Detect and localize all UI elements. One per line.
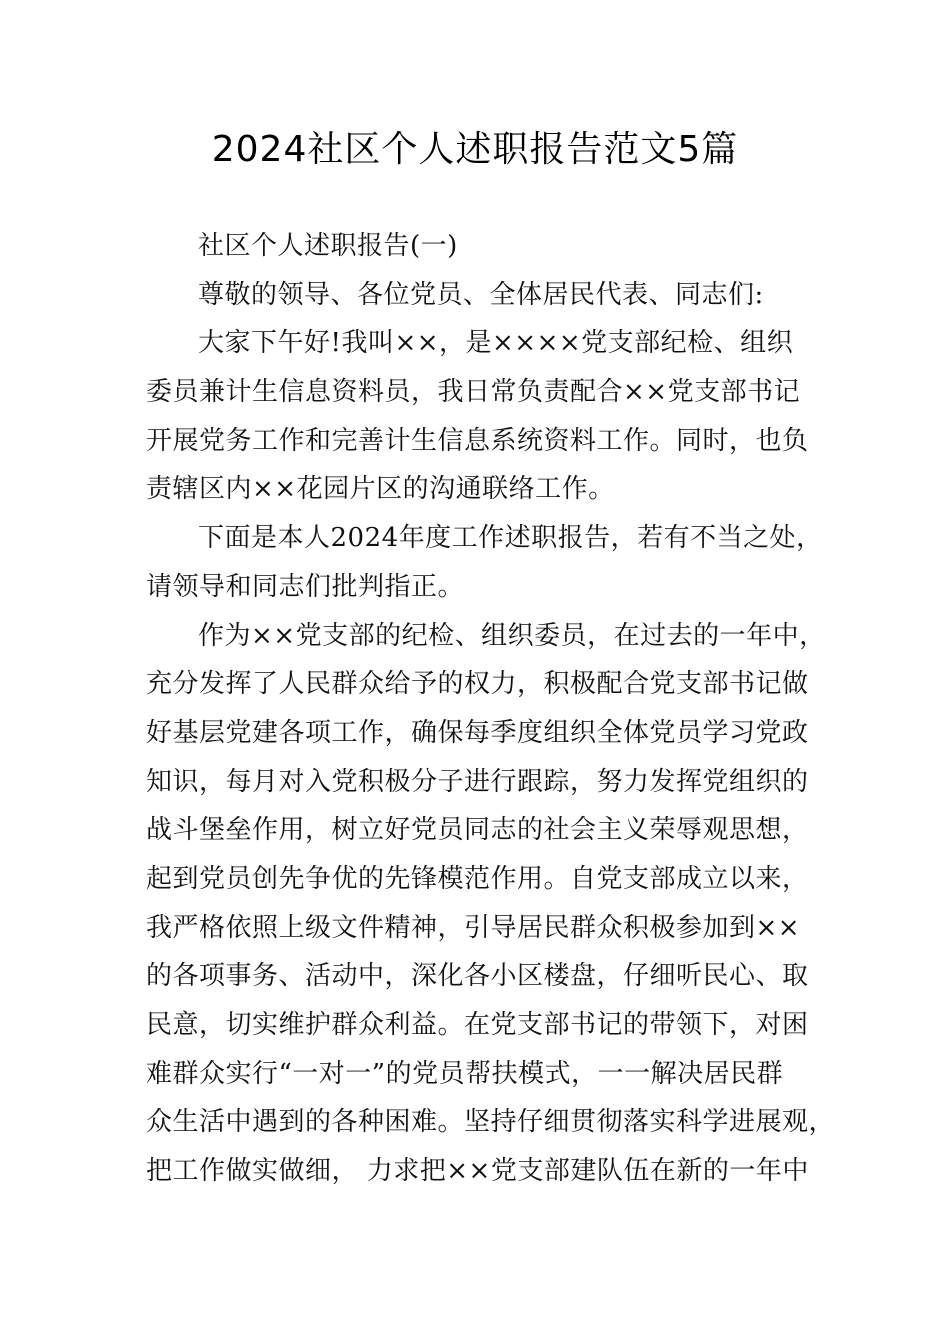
body-line: 起到党员创先争优的先锋模范作用。自党支部成立以来， xyxy=(146,863,809,894)
body-line: 充分发挥了人民群众给予的权力，积极配合党支部书记做 xyxy=(146,669,809,700)
body-line: 大家下午好!我叫××，是××××党支部纪检、组织 xyxy=(198,328,794,359)
body-line: 下面是本人2024年度工作述职报告，若有不当之处， xyxy=(198,523,823,554)
body-line: 责辖区内××花园片区的沟通联络工作。 xyxy=(146,474,615,505)
body-line: 开展党务工作和完善计生信息系统资料工作。同时，也负 xyxy=(146,425,809,456)
body-line: 好基层党建各项工作，确保每季度组织全体党员学习党政 xyxy=(146,717,809,748)
body-line: 的各项事务、活动中，深化各小区楼盘，仔细听民心、取 xyxy=(146,961,809,992)
body-line: 把工作做实做细， 力求把××党支部建队伍在新的一年中 xyxy=(146,1156,809,1187)
body-line: 难群众实行“一对一”的党员帮扶模式，一一解决居民群 xyxy=(146,1058,784,1089)
body-line: 知识，每月对入党积极分子进行跟踪，努力发挥党组织的 xyxy=(146,766,809,797)
body-line: 委员兼计生信息资料员，我日常负责配合××党支部书记 xyxy=(146,377,801,408)
document-title: 2024社区个人述职报告范文5篇 xyxy=(211,129,739,170)
body-line: 请领导和同志们批判指正。 xyxy=(146,571,465,602)
body-line: 民意，切实维护群众利益。在党支部书记的带领下，对困 xyxy=(146,1010,809,1040)
body-line: 我严格依照上级文件精神，引导居民群众积极参加到×× xyxy=(146,912,801,943)
body-line: 尊敬的领导、各位党员、全体居民代表、同志们: xyxy=(198,279,764,310)
body-line: 众生活中遇到的各种困难。坚持仔细贯彻落实科学进展观， xyxy=(146,1107,836,1138)
document-body xyxy=(146,222,836,1196)
body-line: 战斗堡垒作用，树立好党员同志的社会主义荣辱观思想， xyxy=(146,815,809,846)
body-line: 作为××党支部的纪检、组织委员，在过去的一年中， xyxy=(198,620,826,651)
body-line: 社区个人述职报告(一) xyxy=(198,231,458,261)
